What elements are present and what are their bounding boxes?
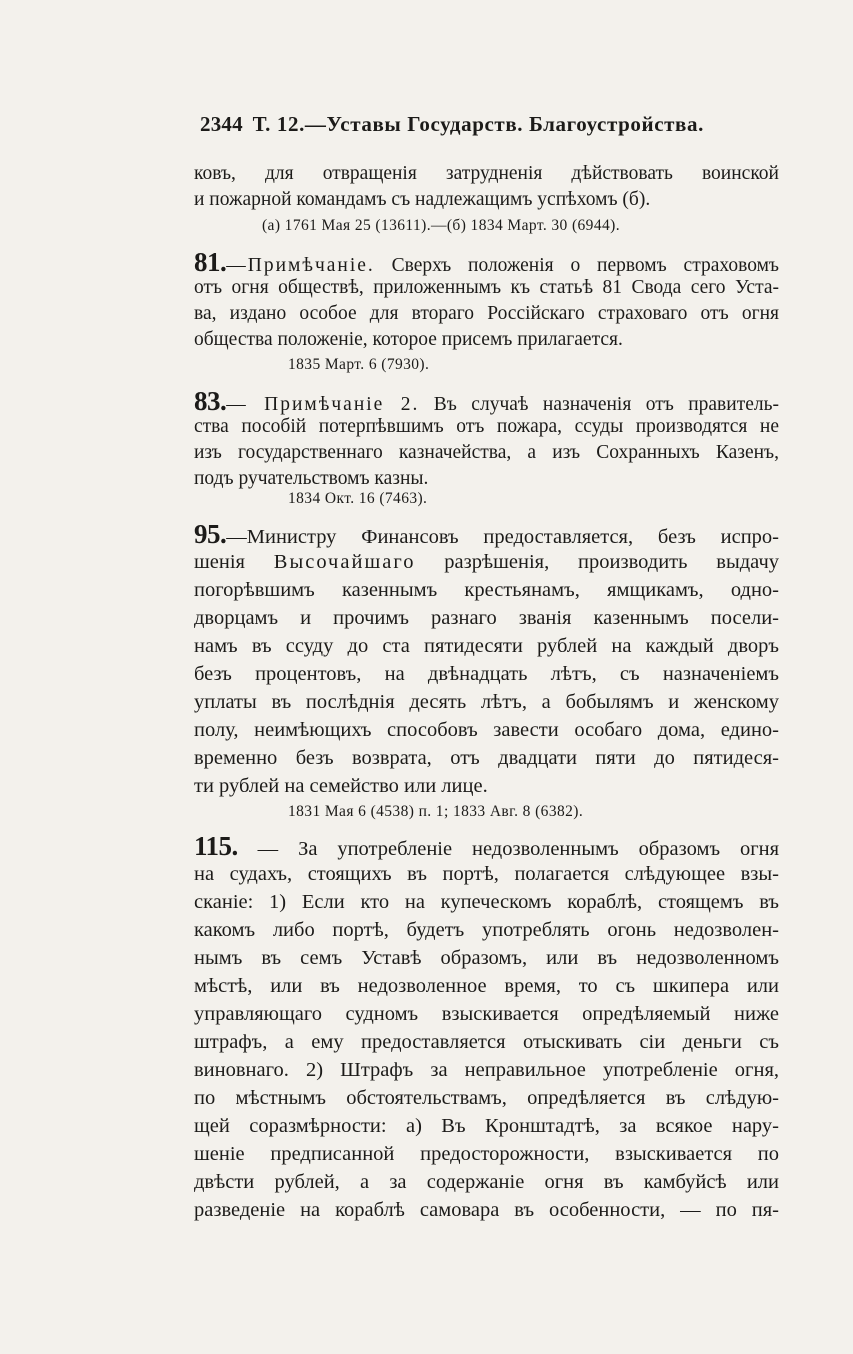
article-115-line: по мѣстнымъ обстоятельствамъ, опредѣляется въ слѣдую-: [194, 1087, 779, 1109]
article-81-reference: 1835 Март. 6 (7930).: [288, 356, 430, 373]
article-95-line: шенія Высочайшаго разрѣшенія, производить выдачу: [194, 551, 780, 573]
article-number: 95.: [194, 519, 227, 549]
article-115-line: мѣстѣ, или въ недозволенное время, то съ шкипера или: [194, 975, 779, 997]
article-115-line: разведеніе на кораблѣ самовара въ особенности, — по пя-: [194, 1199, 779, 1221]
article-115-line: нымъ въ семъ Уставѣ образомъ, или въ недозволенномъ: [194, 947, 779, 969]
article-115-line: сканіе: 1) Если кто на купеческомъ кораблѣ, стоящемъ въ: [194, 891, 779, 913]
article-95-first-line: 95.—Министру Финансовъ предоставляется, безъ испро-: [194, 519, 779, 549]
article-83-reference: 1834 Окт. 16 (7463).: [288, 490, 428, 507]
header-title: Т. 12.—Уставы Государств. Благоустройства.: [252, 112, 704, 136]
article-115-line: щей соразмѣрности: а) Въ Кронштадтѣ, за всякое нару-: [194, 1115, 779, 1137]
article-81-first-line: 81.—Примѣчаніе. Сверхъ положенія о первомъ страховомъ: [194, 247, 779, 277]
article-95-line: дворцамъ и прочимъ разнаго званія казеннымъ посели-: [194, 607, 779, 629]
running-header: [200, 112, 780, 137]
article-115-line: какомъ либо портѣ, будетъ употреблять огонь недозволен-: [194, 919, 779, 941]
article-115-line: управляющаго судномъ взыскивается опредѣляемый ниже: [194, 1003, 779, 1025]
article-95-line: погорѣвшимъ казеннымъ крестьянамъ, ямщикамъ, одно-: [194, 579, 779, 601]
intro-reference: (а) 1761 Мая 25 (13611).—(б) 1834 Март. 30 (6944).: [262, 217, 620, 234]
article-83-first-line: 83.— Примѣчаніе 2. Въ случаѣ назначенія отъ правитель-: [194, 386, 779, 416]
article-115-line: виновнаго. 2) Штрафъ за неправильное употребленіе огня,: [194, 1059, 779, 1081]
article-95-line: уплаты въ послѣднія десять лѣтъ, а бобылямъ и женскому: [194, 691, 779, 713]
article-115-line: штрафъ, а ему предоставляется отыскивать сіи деньги съ: [194, 1031, 779, 1053]
intro-line-1: ковъ, для отвращенія затрудненія дѣйствовать воинской: [194, 163, 779, 184]
article-83-line: изъ государственнаго казначейства, а изъ Сохранныхъ Казенъ,: [194, 442, 779, 463]
article-115-line: на судахъ, стоящихъ въ портѣ, полагается слѣдующее взы-: [194, 863, 779, 885]
article-115-line: шеніе предписанной предосторожности, взыскивается по: [194, 1143, 779, 1165]
article-81-line: ва, издано особое для втораго Россійскаго страховаго отъ огня: [194, 303, 779, 324]
article-115-line: двѣсти рублей, а за содержаніе огня въ камбуйсѣ или: [194, 1171, 779, 1193]
article-115-first-line: 115. — За употребленіе недозволеннымъ образомъ огня: [194, 831, 780, 861]
article-label: — Примѣчаніе 2.: [226, 394, 420, 415]
article-83-line: подъ ручательствомъ казны.: [194, 468, 429, 489]
article-95-line: ти рублей на семейство или лице.: [194, 775, 488, 797]
article-label: —Примѣчаніе.: [226, 255, 375, 276]
article-95-line: безъ процентовъ, на двѣнадцать лѣтъ, съ назначеніемъ: [194, 663, 779, 685]
article-95-reference: 1831 Мая 6 (4538) п. 1; 1833 Авг. 8 (6382).: [288, 803, 584, 820]
article-95-line: намъ въ ссуду до ста пятидесяти рублей на каждый дворъ: [194, 635, 779, 657]
intro-line-2: и пожарной командамъ съ надлежащимъ успѣхомъ (б).: [194, 189, 651, 210]
article-83-line: ства пособій потерпѣвшимъ отъ пожара, ссуды производятся не: [194, 416, 779, 437]
article-95-line: полу, неимѣющихъ способовъ завести особаго дома, едино-: [194, 719, 779, 741]
emphasized-word: Высочайшаго: [273, 551, 416, 573]
article-81-line: отъ огня обществѣ, приложеннымъ къ статьѣ 81 Свода сего Уста-: [194, 277, 779, 298]
article-number: 83.: [194, 386, 227, 416]
article-number: 115.: [194, 831, 238, 861]
page-number: 2344: [200, 112, 243, 136]
article-81-line: общества положеніе, которое присемъ прилагается.: [194, 329, 623, 350]
article-95-line: временно безъ возврата, отъ двадцати пяти до пятидеся-: [194, 747, 779, 769]
article-number: 81.: [194, 247, 227, 277]
